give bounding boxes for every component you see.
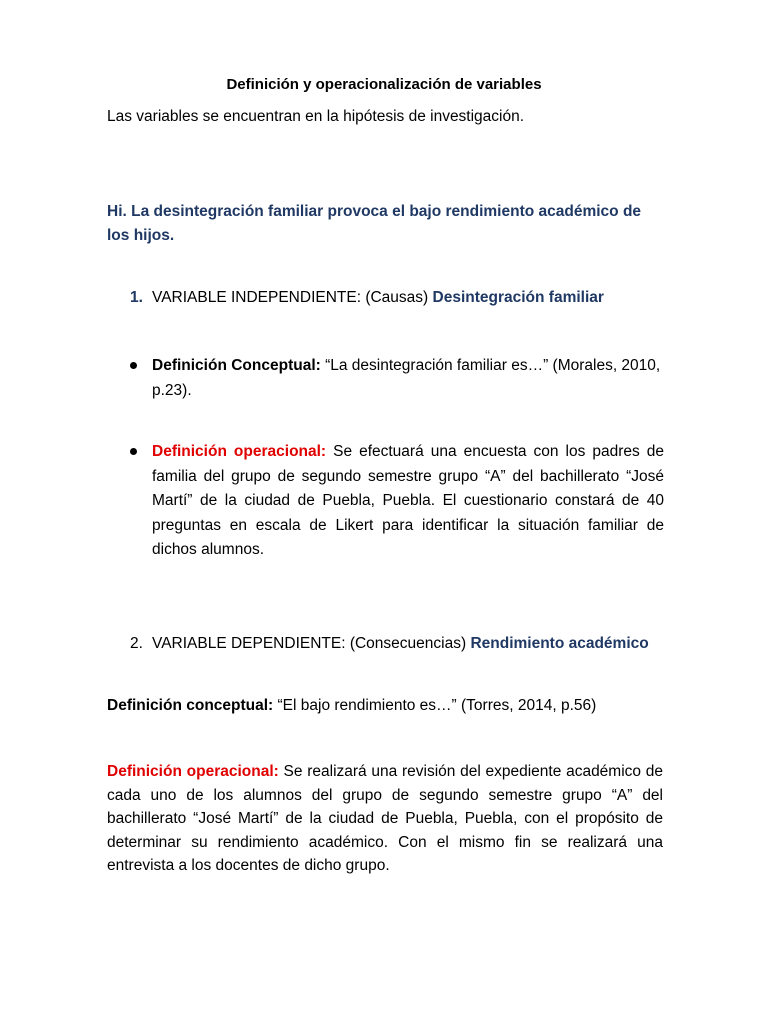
dependent-variable-label: VARIABLE DEPENDIENTE: (Consecuencias) xyxy=(152,635,471,652)
operational-definition-text: Se realizará una revisión del expediente académico de cada uno de los alumnos del grupo de segundo semestre grupo “A” del bachillerato “José Martí” de la ciudad de Puebla, Puebla, con el propósito de determinar su rendimiento académico. Con el mismo fin se realizará una entrevista a los docentes de dicho grupo. xyxy=(107,763,663,874)
operational-definition-1 xyxy=(152,440,664,563)
conceptual-definition-text: “El bajo rendimiento es…” (Torres, 2014, p.56) xyxy=(273,697,597,714)
conceptual-definition-text: “La desintegración familiar es…” (Morales, 2010, p.23). xyxy=(152,357,661,399)
operational-definition-text: Se efectuará una encuesta con los padres de familia del grupo de segundo semestre grupo “A” del bachillerato “José Martí” de la ciudad de Puebla, Puebla. El cuestionario constará de 40 preguntas en escala de Likert para identificar la situación familiar de dichos alumnos. xyxy=(152,443,664,558)
dependent-variable-name: Rendimiento académico xyxy=(470,635,649,652)
independent-variable-label: VARIABLE INDEPENDIENTE: (Causas) xyxy=(152,289,433,306)
bullet-icon xyxy=(130,448,137,455)
list-item xyxy=(130,354,664,403)
operational-definition-label: Definición operacional: xyxy=(152,443,327,460)
operational-definition-2 xyxy=(107,760,663,878)
operational-definition-label: Definición operacional: xyxy=(107,763,279,780)
independent-variable-name: Desintegración familiar xyxy=(432,289,604,306)
dependent-variable-heading xyxy=(130,632,649,656)
list-item xyxy=(130,440,664,563)
document-title: Definición y operacionalización de variables xyxy=(226,76,542,93)
conceptual-definition-2 xyxy=(107,694,596,718)
conceptual-definition-1 xyxy=(152,354,664,403)
independent-variable-heading xyxy=(130,286,604,310)
list-number-2: 2. xyxy=(130,635,143,652)
bullet-icon xyxy=(130,362,137,369)
intro-paragraph: Las variables se encuentran en la hipótesis de investigación. xyxy=(107,108,525,125)
conceptual-definition-label: Definición Conceptual: xyxy=(152,357,321,374)
conceptual-definition-label: Definición conceptual: xyxy=(107,697,274,714)
hypothesis-statement: Hi. La desintegración familiar provoca el bajo rendimiento académico de los hijos. xyxy=(107,203,642,244)
list-number-1: 1. xyxy=(130,289,143,306)
